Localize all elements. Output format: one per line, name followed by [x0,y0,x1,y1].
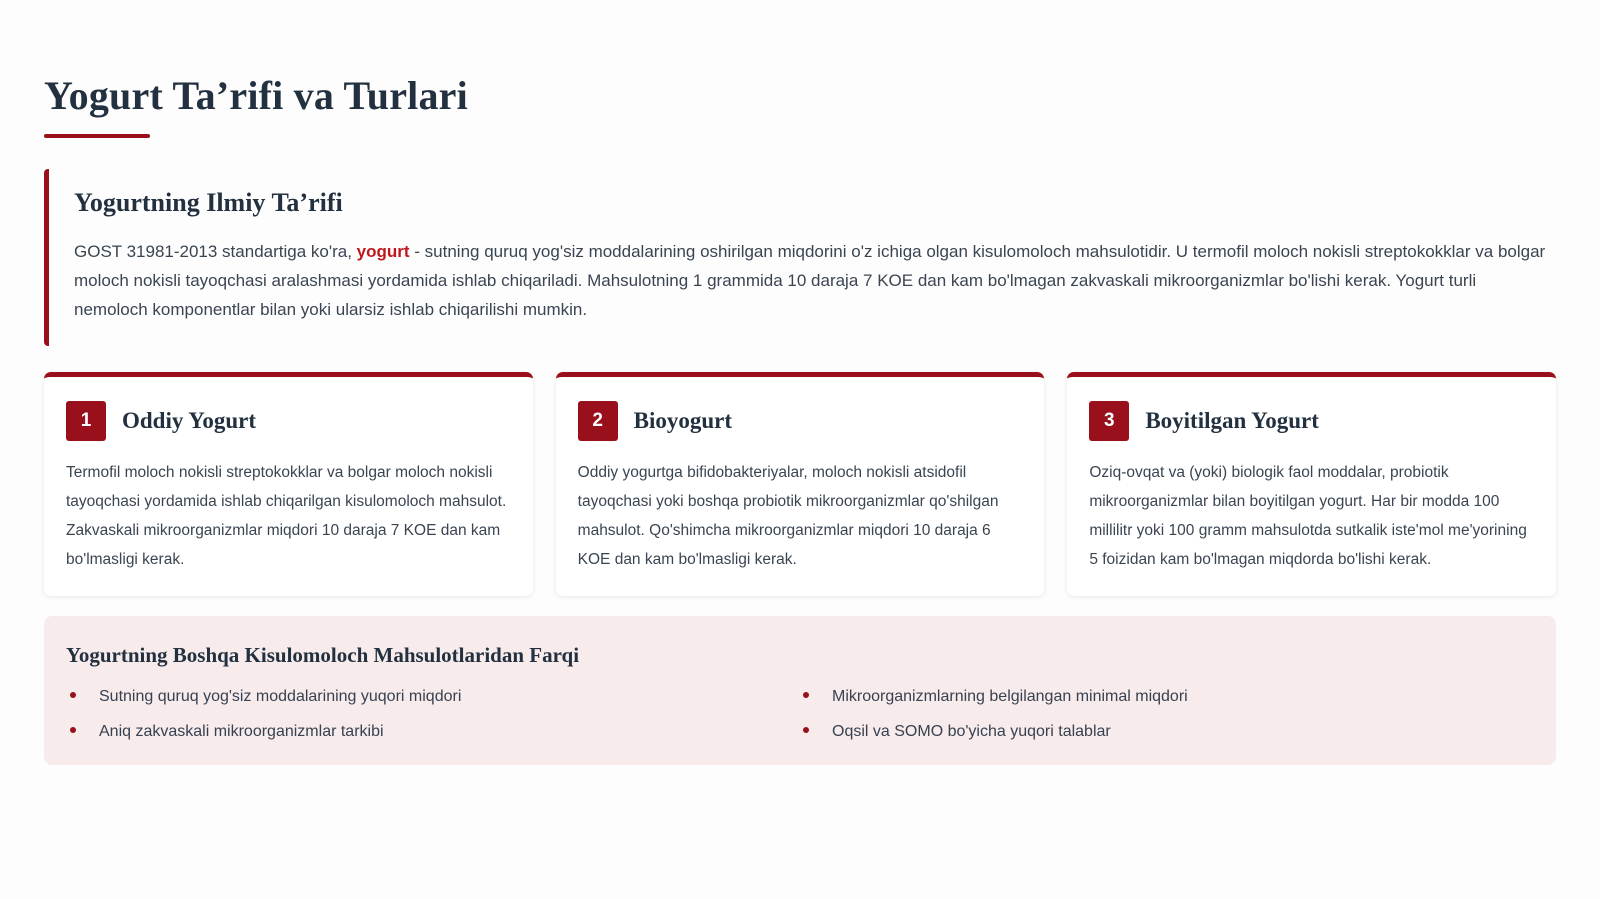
card-title: Oddiy Yogurt [122,408,256,433]
list-item [799,723,1532,741]
card-header [66,401,511,441]
card-header [1089,401,1534,441]
definition-section [44,169,1556,346]
card-boyitilgan-yogurt [1067,372,1556,596]
definition-text-after: - sutning quruq yog'siz moddalarining oshirilgan miqdorini o'z ichiga olgan kisulomoloch mahsulotidir. U termofil moloch nokisli streptokokklar va bolgar moloch nokisli tayoqchasi aralashmasi yordamida ishlab chiqariladi. Mahsulotning 1 grammida 10 daraja 7 KOE dan kam bo'lmagan zakvaskali mikroorganizmlar bo'lishi kerak. Yogurt turli nemoloch komponentlar bilan yoki ularsiz ishlab chiqarilishi mumkin. [74,242,1546,319]
bullet-dot-icon [70,727,76,733]
card-bioyogurt [556,372,1045,596]
card-oddiy-yogurt [44,372,533,596]
list-item-text: Mikroorganizmlarning belgilangan minimal miqdori [832,688,1188,705]
differences-section [44,616,1556,765]
bullet-dot-icon [803,692,809,698]
bullet-dot-icon [803,727,809,733]
definition-highlight-term: yogurt [356,242,410,261]
number-badge: 3 [1089,401,1129,441]
list-item [66,723,799,741]
card-description: Oddiy yogurtga bifidobakteriyalar, moloch nokisli atsidofil tayoqchasi yoki boshqa probiotik mikroorganizmlar qo'shilgan mahsulot. Qo'shimcha mikroorganizmlar miqdori 10 daraja 6 KOE dan kam bo'lmasligi kerak. [577,464,999,568]
card-title: Bioyogurt [633,408,733,433]
definition-text-before: GOST 31981-2013 standartiga ko'ra, [74,242,357,261]
card-title: Boyitilgan Yogurt [1145,408,1319,433]
differences-heading: Yogurtning Boshqa Kisulomoloch Mahsulotlaridan Farqi [66,643,580,667]
list-item-text: Oqsil va SOMO bo'yicha yuqori talablar [832,723,1111,740]
differences-list [66,688,1532,741]
yogurt-type-cards [44,372,1556,596]
card-header [578,401,1023,441]
list-item [66,688,799,706]
list-item [799,688,1532,706]
definition-heading: Yogurtning Ilmiy Ta’rifi [74,188,343,217]
card-description: Oziq-ovqat va (yoki) biologik faol moddalar, probiotik mikroorganizmlar bilan boyitilgan yogurt. Har bir modda 100 millilitr yoki 100 gramm mahsulotda sutkalik iste'mol me'yorining 5 foizidan kam bo'lmagan miqdorda bo'lishi kerak. [1089,464,1527,568]
definition-paragraph [74,237,1549,324]
number-badge: 2 [578,401,618,441]
title-underline [44,134,150,138]
card-description: Termofil moloch nokisli streptokokklar va bolgar moloch nokisli tayoqchasi yordamida ishlab chiqarilgan kisulomoloch mahsulot. Zakvaskali mikroorganizmlar miqdori 10 daraja 7 KOE dan kam bo'lmasligi kerak. [66,464,507,568]
list-item-text: Sutning quruq yog'siz moddalarining yuqori miqdori [99,688,462,705]
page-title: Yogurt Ta’rifi va Turlari [44,73,468,118]
list-item-text: Aniq zakvaskali mikroorganizmlar tarkibi [99,723,384,740]
bullet-dot-icon [70,692,76,698]
number-badge: 1 [66,401,106,441]
